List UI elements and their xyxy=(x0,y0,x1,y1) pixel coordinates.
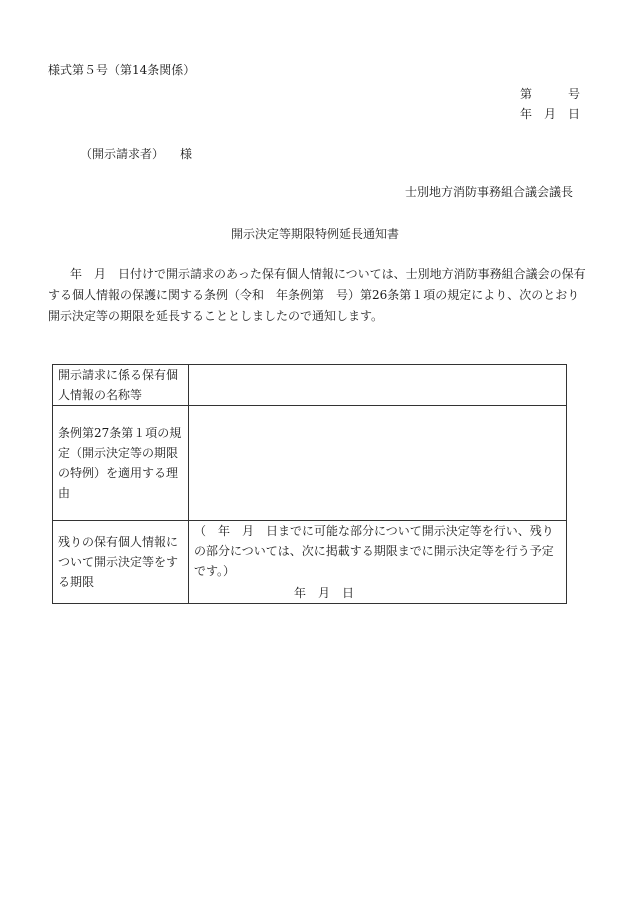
label-remaining-deadline: 残りの保有個人情報について開示決定等をする期限 xyxy=(53,521,189,604)
form-number: 様式第５号（第14条関係） xyxy=(48,63,196,77)
table-row xyxy=(53,365,567,406)
body-paragraph: 年 月 日付けで開示請求のあった保有個人情報については、士別地方消防事務組合議会の保有する個人情報の保護に関する条例（令和 年条例第 号）第26条第１項の規定により、次のとおり開示決定等の期限を延長することとしましたので通知します。 xyxy=(48,267,586,323)
document-title: 開示決定等期限特例延長通知書 xyxy=(230,227,399,241)
remaining-deadline-date: 年 月 日 xyxy=(294,586,355,600)
document-number: 第 号 xyxy=(519,87,580,101)
label-extension-reason: 条例第27条第１項の規定（開示決定等の期限の特例）を適用する理由 xyxy=(53,406,189,521)
addressee xyxy=(80,148,192,160)
sender: 士別地方消防事務組合議会議長 xyxy=(404,185,573,199)
issue-date: 年 月 日 xyxy=(519,107,580,121)
remaining-deadline-note: （ 年 月 日までに可能な部分について開示決定等を行い、残りの部分については、次に掲載する期限までに開示決定等を行う予定です。） xyxy=(194,524,554,578)
table-row xyxy=(53,521,567,604)
addressee-suffix: 様 xyxy=(180,147,193,161)
label-requested-info-name: 開示請求に係る保有個人情報の名称等 xyxy=(53,365,189,406)
addressee-name: （開示請求者） xyxy=(80,147,165,161)
info-table xyxy=(52,364,567,604)
value-remaining-deadline xyxy=(189,521,567,604)
value-extension-reason xyxy=(189,406,567,521)
table-row xyxy=(53,406,567,521)
value-requested-info-name xyxy=(189,365,567,406)
